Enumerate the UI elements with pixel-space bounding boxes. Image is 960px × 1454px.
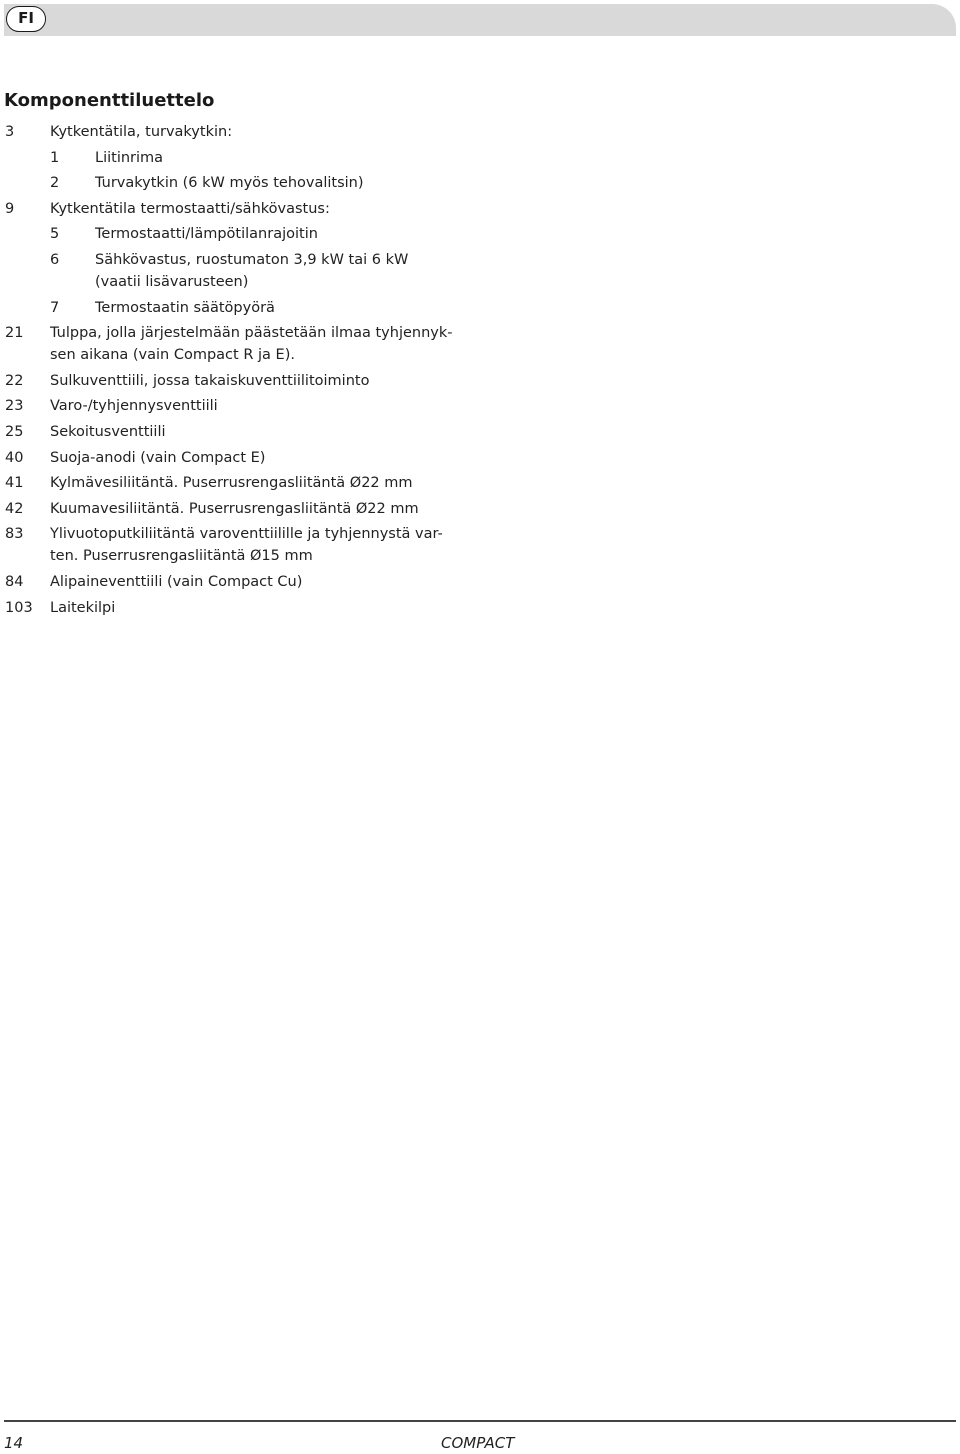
item-text: ten. Puserrusrengasliitäntä Ø15 mm [50,548,313,565]
item-text: Liitinrima [95,149,164,166]
item-text: Kytkentätila, turvakytkin: [50,124,233,140]
section-title: Komponenttiluettelo [4,90,215,111]
item-text: Kuumavesiliitäntä. Puserrusrengasliitäntä Ø22 mm [50,500,419,517]
page-number: 14 [4,1434,24,1452]
item-text: Laitekilpi [50,599,116,616]
footer-divider [4,1420,956,1422]
item-text: Sekoitusventtiili [50,424,166,440]
product-name: COMPACT [441,1434,515,1452]
item-number: 23 [5,398,24,415]
language-badge: FI [6,6,46,32]
item-number: 5 [50,226,60,243]
item-text: Alipaineventtiili (vain Compact Cu) [50,574,303,590]
item-number: 84 [5,574,24,590]
item-number: 1 [50,149,60,166]
item-text: Suoja-anodi (vain Compact E) [50,449,266,466]
item-number: 83 [5,526,24,543]
item-text: Kytkentätila termostaatti/sähkövastus: [50,200,330,217]
item-number: 25 [5,424,24,440]
header-bar [4,4,956,36]
item-number: 21 [5,325,24,342]
item-text: Sähkövastus, ruostumaton 3,9 kW tai 6 kW [95,252,409,268]
item-number: 42 [5,500,24,517]
item-number: 41 [5,475,24,492]
item-text: sen aikana (vain Compact R ja E). [50,347,295,364]
item-text: Kylmävesiliitäntä. Puserrusrengasliitäntä Ø22 mm [50,475,413,492]
item-text: Termostaatti/lämpötilanrajoitin [95,226,318,243]
item-number: 6 [50,252,60,268]
item-number: 103 [5,599,33,616]
item-number: 9 [5,200,15,217]
item-text: Sulkuventtiili, jossa takaiskuventtiilitoiminto [50,372,370,389]
item-text: (vaatii lisävarusteen) [95,274,249,290]
item-number: 2 [50,175,60,192]
item-text: Termostaatin säätöpyörä [95,299,275,316]
item-number: 40 [5,449,24,466]
item-text: Varo-/tyhjennysventtiili [50,398,218,415]
item-number: 3 [5,124,15,140]
item-text: Tulppa, jolla järjestelmään päästetään ilmaa tyhjennyk- [50,325,453,342]
item-number: 22 [5,372,24,389]
item-text: Ylivuotoputkiliitäntä varoventtiilille ja tyhjennystä var- [50,526,443,543]
item-text: Turvakytkin (6 kW myös tehovalitsin) [95,175,364,192]
item-number: 7 [50,299,60,316]
